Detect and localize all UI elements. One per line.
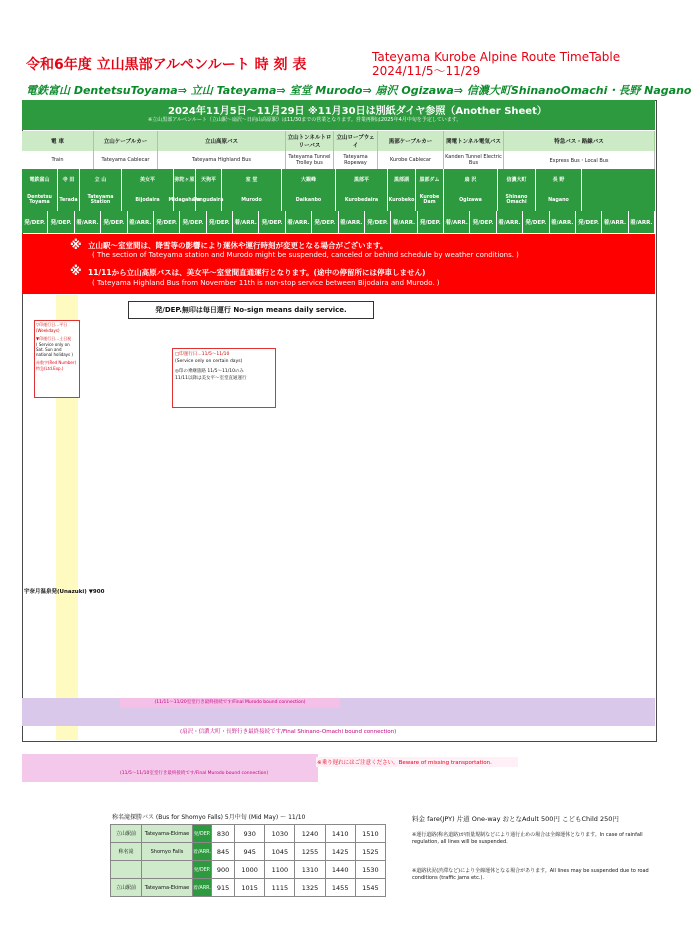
shomyo-stop-en: Tateyama-Ekimae <box>142 825 193 843</box>
shomyo-time: 915 <box>212 879 235 897</box>
station-en-11: Ogizawa <box>444 189 498 211</box>
rain-note: ※運行道路(称名道路)が雨量規制などにより通行止めの場合は全線運休となります。In case of rainfall regulation, all lines will be suspended. <box>412 832 643 845</box>
dep-arr-7: 発/DEP. <box>207 211 233 233</box>
dep-arr-20: 着/ARR. <box>550 211 576 233</box>
shomyo-stop-en: Tateyama-Ekimae <box>142 879 193 897</box>
station-en-5: Tengudaira <box>196 189 222 211</box>
notice-banner <box>22 234 655 294</box>
station-6: 室 堂 <box>222 169 282 189</box>
shomyo-time: 1425 <box>325 843 355 861</box>
road-note: ※道路状況(渋滞など)により全線運休となる場合があります。All lines may be suspended due to road conditions (traffic jams etc.). <box>412 868 649 881</box>
shomyo-row <box>111 825 386 843</box>
operator-3: 立山トンネルトロリーバス <box>286 131 334 151</box>
operator-en-4: Tateyama Ropeway <box>334 151 378 169</box>
operator-4: 立山ロープウェイ <box>334 131 378 151</box>
station-11: 扇 沢 <box>444 169 498 189</box>
dep-arr-1: 発/DEP. <box>48 211 74 233</box>
operator-0: 電 車 <box>22 131 94 151</box>
title-en-line1: Tateyama Kurobe Alpine Route TimeTable <box>372 50 621 64</box>
notice-line3: 11/11から立山高原バスは、美女平～室堂間直通運行となります。(途中の停留所には停車しません) <box>88 268 426 277</box>
shomyo-row <box>111 879 386 897</box>
shomyo-stop-en <box>142 861 193 879</box>
shomyo-time: 1410 <box>325 825 355 843</box>
shomyo-time: 845 <box>212 843 235 861</box>
station-13: 長 野 <box>536 169 582 189</box>
legend-weekday: ▽印運行日…平日(Weekdays) <box>36 322 68 333</box>
dep-arr-23: 着/ARR. <box>629 211 655 233</box>
shomyo-time: 1045 <box>265 843 295 861</box>
shomyo-time: 1240 <box>295 825 325 843</box>
station-en-10: Kurobe Dam <box>416 189 444 211</box>
dep-arr-5: 発/DEP. <box>154 211 180 233</box>
page-title: 令和6年度 立山黒部アルペンルート 時 刻 表 <box>26 57 307 73</box>
missing-warning: ※乗り遅れにはご注意ください。Beware of missing transportation. <box>316 757 518 767</box>
station-en-0: Dentetsu Toyama <box>22 189 58 211</box>
shomyo-time: 1455 <box>325 879 355 897</box>
operator-en-1: Tateyama Cablecar <box>94 151 158 169</box>
station-9: 黒部湖 <box>388 169 416 189</box>
operator-en-row <box>22 151 655 169</box>
dep-arr-17: 発/DEP. <box>470 211 496 233</box>
operator-row <box>22 131 655 151</box>
shomyo-type: 発/DEP. <box>193 825 212 843</box>
title-en-line2: 2024/11/5～11/29 <box>372 64 481 78</box>
station-1: 寺 田 <box>58 169 80 189</box>
operator-en-2: Tateyama Highland Bus <box>158 151 286 169</box>
legend-box <box>34 320 80 398</box>
legend-holiday: ▼印運行日…土日祝 <box>36 336 72 341</box>
shomyo-time: 1100 <box>265 861 295 879</box>
shomyo-time: 1115 <box>265 879 295 897</box>
notice-line1: 立山駅～室堂間は、降雪等の影響により運休や運行時刻が変更となる場合がございます。 <box>88 241 388 250</box>
omachi-final-note: (扇沢・信濃大町・長野行き最終接続です/Final Shinano-Omachi bound connection) <box>180 729 397 735</box>
dep-arr-21: 発/DEP. <box>576 211 602 233</box>
fare-info: 料金 fare(JPY) 片道 One-way おとなAdult 500円 こどもChild 250円 <box>412 815 619 823</box>
shomyo-time: 1310 <box>295 861 325 879</box>
shomyo-stop-en: Shomyo Falls <box>142 843 193 861</box>
operator-2: 立山高原バス <box>158 131 286 151</box>
final-band-2 <box>22 754 318 782</box>
shomyo-time: 1545 <box>355 879 385 897</box>
dep-arr-18: 着/ARR. <box>497 211 523 233</box>
dep-arr-14: 着/ARR. <box>391 211 417 233</box>
station-4: 弥陀ヶ原 <box>174 169 196 189</box>
dep-arr-2: 着/ARR. <box>75 211 101 233</box>
daily-service-note: 発/DEP.無印は毎日運行 No-sign means daily service. <box>128 301 374 319</box>
dep-arr-22: 着/ARR. <box>602 211 628 233</box>
shomyo-row <box>111 861 386 879</box>
station-5: 天狗平 <box>196 169 222 189</box>
station-en-3: Bijodaira <box>122 189 174 211</box>
station-0: 電鉄富山 <box>22 169 58 189</box>
notice-line4: ( Tateyama Highland Bus from November 11th is non-stop service between Bijodaira and Murodo. ) <box>92 279 440 287</box>
operator-7: 特急バス・路線バス <box>504 131 655 151</box>
spec-line1: □印運行日…11/5～11/10 <box>175 352 230 357</box>
date-note: ※立山黒部アルペンルート（立山駅～扇沢～日向山高原駅）は11/30までの営業となります。営業再開は2025年4月中旬を予定しています。 <box>148 117 462 123</box>
station-en-13: Nagano <box>536 189 582 211</box>
shomyo-time: 1440 <box>325 861 355 879</box>
notice-mark2: ※ <box>70 264 82 278</box>
spec-line2: (Service only on certain days) <box>175 359 243 364</box>
station-en-4: Midagahara <box>174 189 196 211</box>
dep-arr-4: 着/ARR. <box>128 211 154 233</box>
dep-arr-6: 発/DEP. <box>180 211 206 233</box>
station-en-6: Murodo <box>222 189 282 211</box>
shomyo-time: 830 <box>212 825 235 843</box>
murodo-final-band: (11/11～11/20室堂行き最終接続です/Final Murodo bound connection) <box>120 698 340 708</box>
shomyo-stop <box>111 861 142 879</box>
notice-mark: ※ <box>70 238 82 252</box>
date-bar <box>22 100 655 130</box>
dep-arr-15: 発/DEP. <box>418 211 444 233</box>
shomyo-time: 1525 <box>355 843 385 861</box>
operator-6: 関電トンネル電気バス <box>444 131 504 151</box>
legend-red-number: 赤数字(Red Number) 特急(Ltd.Exp.) <box>36 360 77 371</box>
station-7: 大観峰 <box>282 169 336 189</box>
page-title-en <box>372 50 620 78</box>
shomyo-time: 1510 <box>355 825 385 843</box>
operator-5: 黒部ケーブルカー <box>378 131 444 151</box>
spec-line4: 11/11以降は美女平～室堂直通運行 <box>175 376 247 381</box>
station-en-2: Tateyama Station <box>80 189 122 211</box>
station-row <box>22 169 655 189</box>
spec-line3: ◎印の乗継旅路 11/5～11/10のみ <box>175 369 244 374</box>
shomyo-time: 1530 <box>355 861 385 879</box>
operator-en-7: Express Bus・Local Bus <box>504 151 655 169</box>
station-2: 立 山 <box>80 169 122 189</box>
station-en-1: Terada <box>58 189 80 211</box>
shomyo-title: 称名滝探勝バス (Bus for Shomyo Falls) 5月中旬 (Mid May) ～ 11/10 <box>112 814 306 821</box>
operator-en-6: Kanden Tunnel Electric Bus <box>444 151 504 169</box>
dep-arr-9: 発/DEP. <box>259 211 285 233</box>
shomyo-time: 945 <box>235 843 265 861</box>
shomyo-type: 着/ARR. <box>193 843 212 861</box>
shomyo-time: 1255 <box>295 843 325 861</box>
station-en-12: Shinano Omachi <box>498 189 536 211</box>
dep-arr-0: 発/DEP. <box>22 211 48 233</box>
legend-holiday-en: ( Service only on Sat. Sun and national holidays ) <box>36 342 73 357</box>
shomyo-table <box>110 824 386 897</box>
shomyo-time: 1000 <box>235 861 265 879</box>
shomyo-stop: 立山駅前 <box>111 879 142 897</box>
shomyo-time: 1325 <box>295 879 325 897</box>
dep-arr-12: 着/ARR. <box>339 211 365 233</box>
station-8: 黒部平 <box>336 169 388 189</box>
special-service-box <box>172 348 276 408</box>
dep-arr-11: 発/DEP. <box>312 211 338 233</box>
dep-arr-16: 着/ARR. <box>444 211 470 233</box>
operator-en-3: Tateyama Tunnel Trolley bus <box>286 151 334 169</box>
murodo-final-note-2: (11/5～11/10室堂行き最終接続です/Final Murodo bound connection) <box>120 771 269 776</box>
station-en-7: Daikanbo <box>282 189 336 211</box>
station-en-9: Kurobeko <box>388 189 416 211</box>
dep-arr-row <box>22 211 655 233</box>
dep-arr-13: 発/DEP. <box>365 211 391 233</box>
shomyo-type: 発/DEP. <box>193 861 212 879</box>
shomyo-time: 900 <box>212 861 235 879</box>
operator-en-0: Train <box>22 151 94 169</box>
dep-arr-19: 発/DEP. <box>523 211 549 233</box>
shomyo-row <box>111 843 386 861</box>
operator-en-5: Kurobe Cablecar <box>378 151 444 169</box>
station-en-row <box>22 189 655 211</box>
dep-arr-8: 着/ARR. <box>233 211 259 233</box>
unazuki-note: 宇奈月温泉発(Unazuki) ▼900 <box>24 589 105 595</box>
dep-arr-10: 着/ARR. <box>286 211 312 233</box>
shomyo-stop: 称名滝 <box>111 843 142 861</box>
shomyo-time: 1030 <box>265 825 295 843</box>
station-12: 信濃大町 <box>498 169 536 189</box>
dep-arr-3: 発/DEP. <box>101 211 127 233</box>
shomyo-type: 着/ARR. <box>193 879 212 897</box>
operator-1: 立山ケーブルカー <box>94 131 158 151</box>
shomyo-stop: 立山駅前 <box>111 825 142 843</box>
station-en-8: Kurobedaira <box>336 189 388 211</box>
station-3: 美女平 <box>122 169 174 189</box>
station-10: 黒部ダム <box>416 169 444 189</box>
shomyo-time: 930 <box>235 825 265 843</box>
shomyo-time: 1015 <box>235 879 265 897</box>
date-range: 2024年11月5日～11月29日 ※11月30日は別紙ダイヤ参照（Another Sheet） <box>168 106 547 117</box>
route-line: 電鉄富山 DentetsuToyama⇒ 立山 Tateyama⇒ 室堂 Murodo⇒ 扇沢 Ogizawa⇒ 信濃大町ShinanoOmachi・長野 Nagano <box>26 84 691 97</box>
notice-line2: ( The section of Tateyama station and Murodo might be suspended, canceled or behind schedule by weather conditions. ) <box>92 251 519 259</box>
